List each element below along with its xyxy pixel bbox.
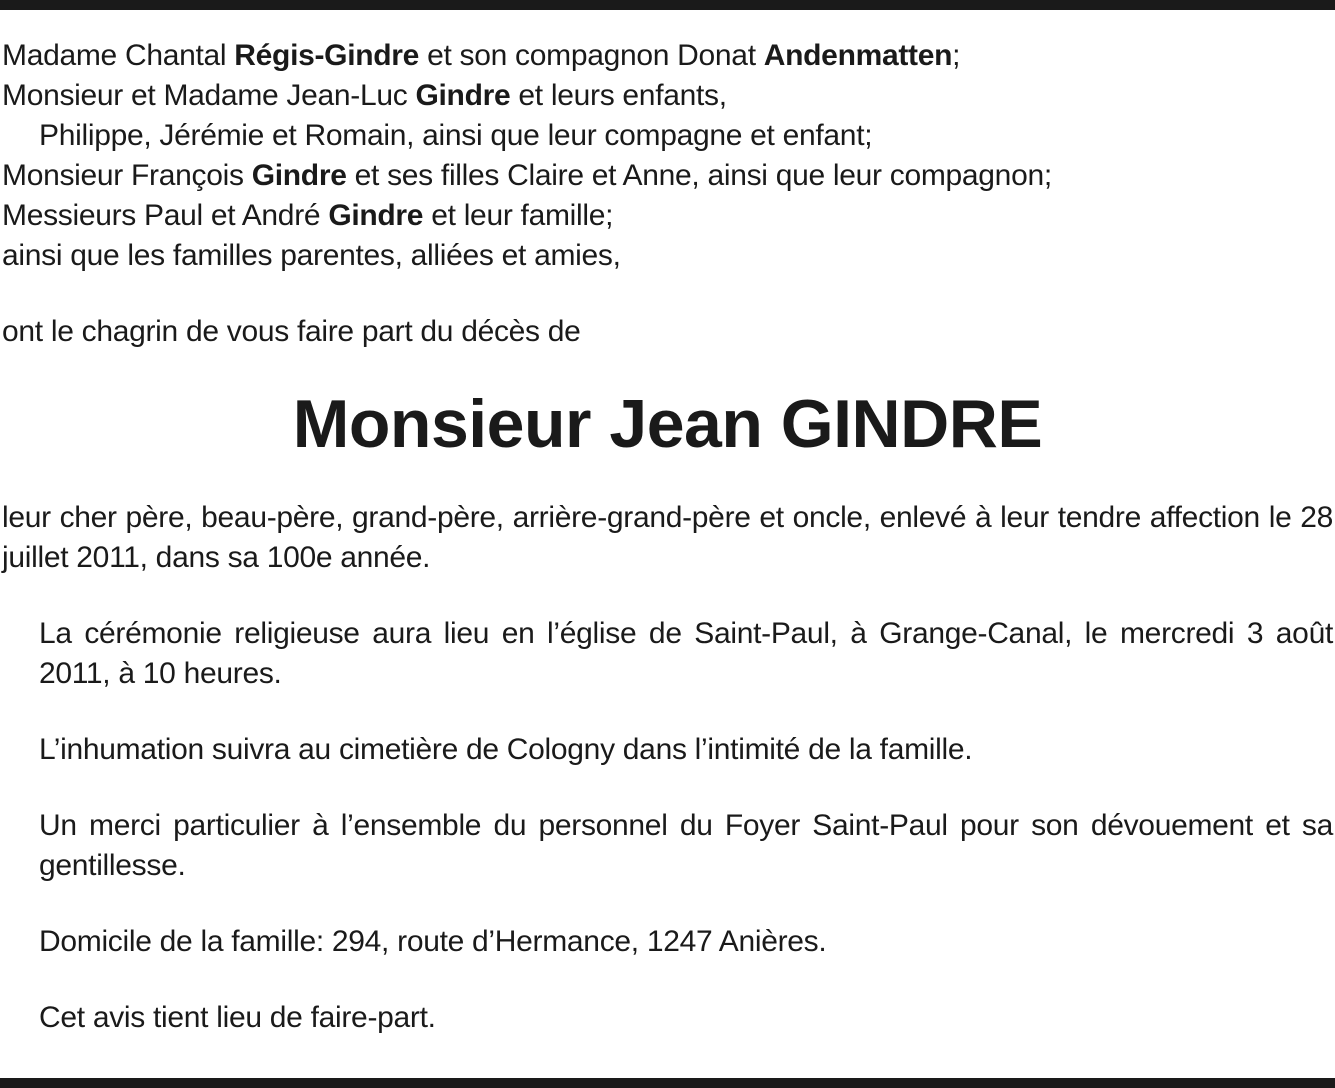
spacer	[2, 578, 1333, 614]
deceased-name: Monsieur Jean GINDRE	[292, 386, 1043, 462]
text: et son compagnon Donat	[419, 39, 764, 72]
relation-paragraph: leur cher père, beau-père, grand-père, arrière-grand-père et oncle, enlevé à leur tendre affection le 28 juillet 2011, dans sa 100e année.	[2, 501, 1333, 574]
spacer	[2, 276, 1333, 312]
top-rule	[0, 0, 1335, 10]
domicile-paragraph: Domicile de la famille: 294, route d’Hermance, 1247 Anières.	[39, 925, 827, 958]
text: et leur famille;	[423, 199, 614, 232]
text: Madame Chantal	[2, 39, 235, 72]
family-line-4	[2, 156, 1333, 196]
bottom-rule	[0, 1078, 1335, 1088]
family-line-3: Philippe, Jérémie et Romain, ainsi que leur compagne et enfant;	[39, 119, 873, 152]
thanks-paragraph: Un merci particulier à l’ensemble du personnel du Foyer Saint-Paul pour son dévouement et sa gentillesse.	[39, 809, 1333, 882]
text: Monsieur et Madame Jean-Luc	[2, 79, 416, 112]
surname: Gindre	[328, 199, 424, 232]
spacer	[2, 962, 1333, 998]
burial-paragraph: L’inhumation suivra au cimetière de Cologny dans l’intimité de la famille.	[39, 733, 973, 766]
text: et leurs enfants,	[510, 79, 727, 112]
family-line-6: ainsi que les familles parentes, alliées et amies,	[2, 239, 621, 272]
family-line-5	[2, 196, 1333, 236]
obituary-notice	[2, 36, 1333, 1038]
notice-paragraph: Cet avis tient lieu de faire-part.	[39, 1001, 436, 1034]
spacer	[2, 770, 1333, 806]
surname: Gindre	[251, 159, 347, 192]
surname: Régis-Gindre	[234, 39, 420, 72]
text: et ses filles Claire et Anne, ainsi que leur compagnon;	[346, 159, 1052, 192]
text: Messieurs Paul et André	[2, 199, 329, 232]
family-line-2	[2, 76, 1333, 116]
family-line-1	[2, 36, 1333, 76]
spacer	[2, 694, 1333, 730]
text: ;	[952, 39, 961, 72]
ceremony-paragraph: La cérémonie religieuse aura lieu en l’église de Saint-Paul, à Grange-Canal, le mercredi 3 août 2011, à 10 heures.	[39, 617, 1333, 690]
announcement-line: ont le chagrin de vous faire part du décès de	[2, 315, 581, 348]
spacer	[2, 886, 1333, 922]
surname: Andenmatten	[763, 39, 953, 72]
surname: Gindre	[415, 79, 511, 112]
text: Monsieur François	[2, 159, 252, 192]
